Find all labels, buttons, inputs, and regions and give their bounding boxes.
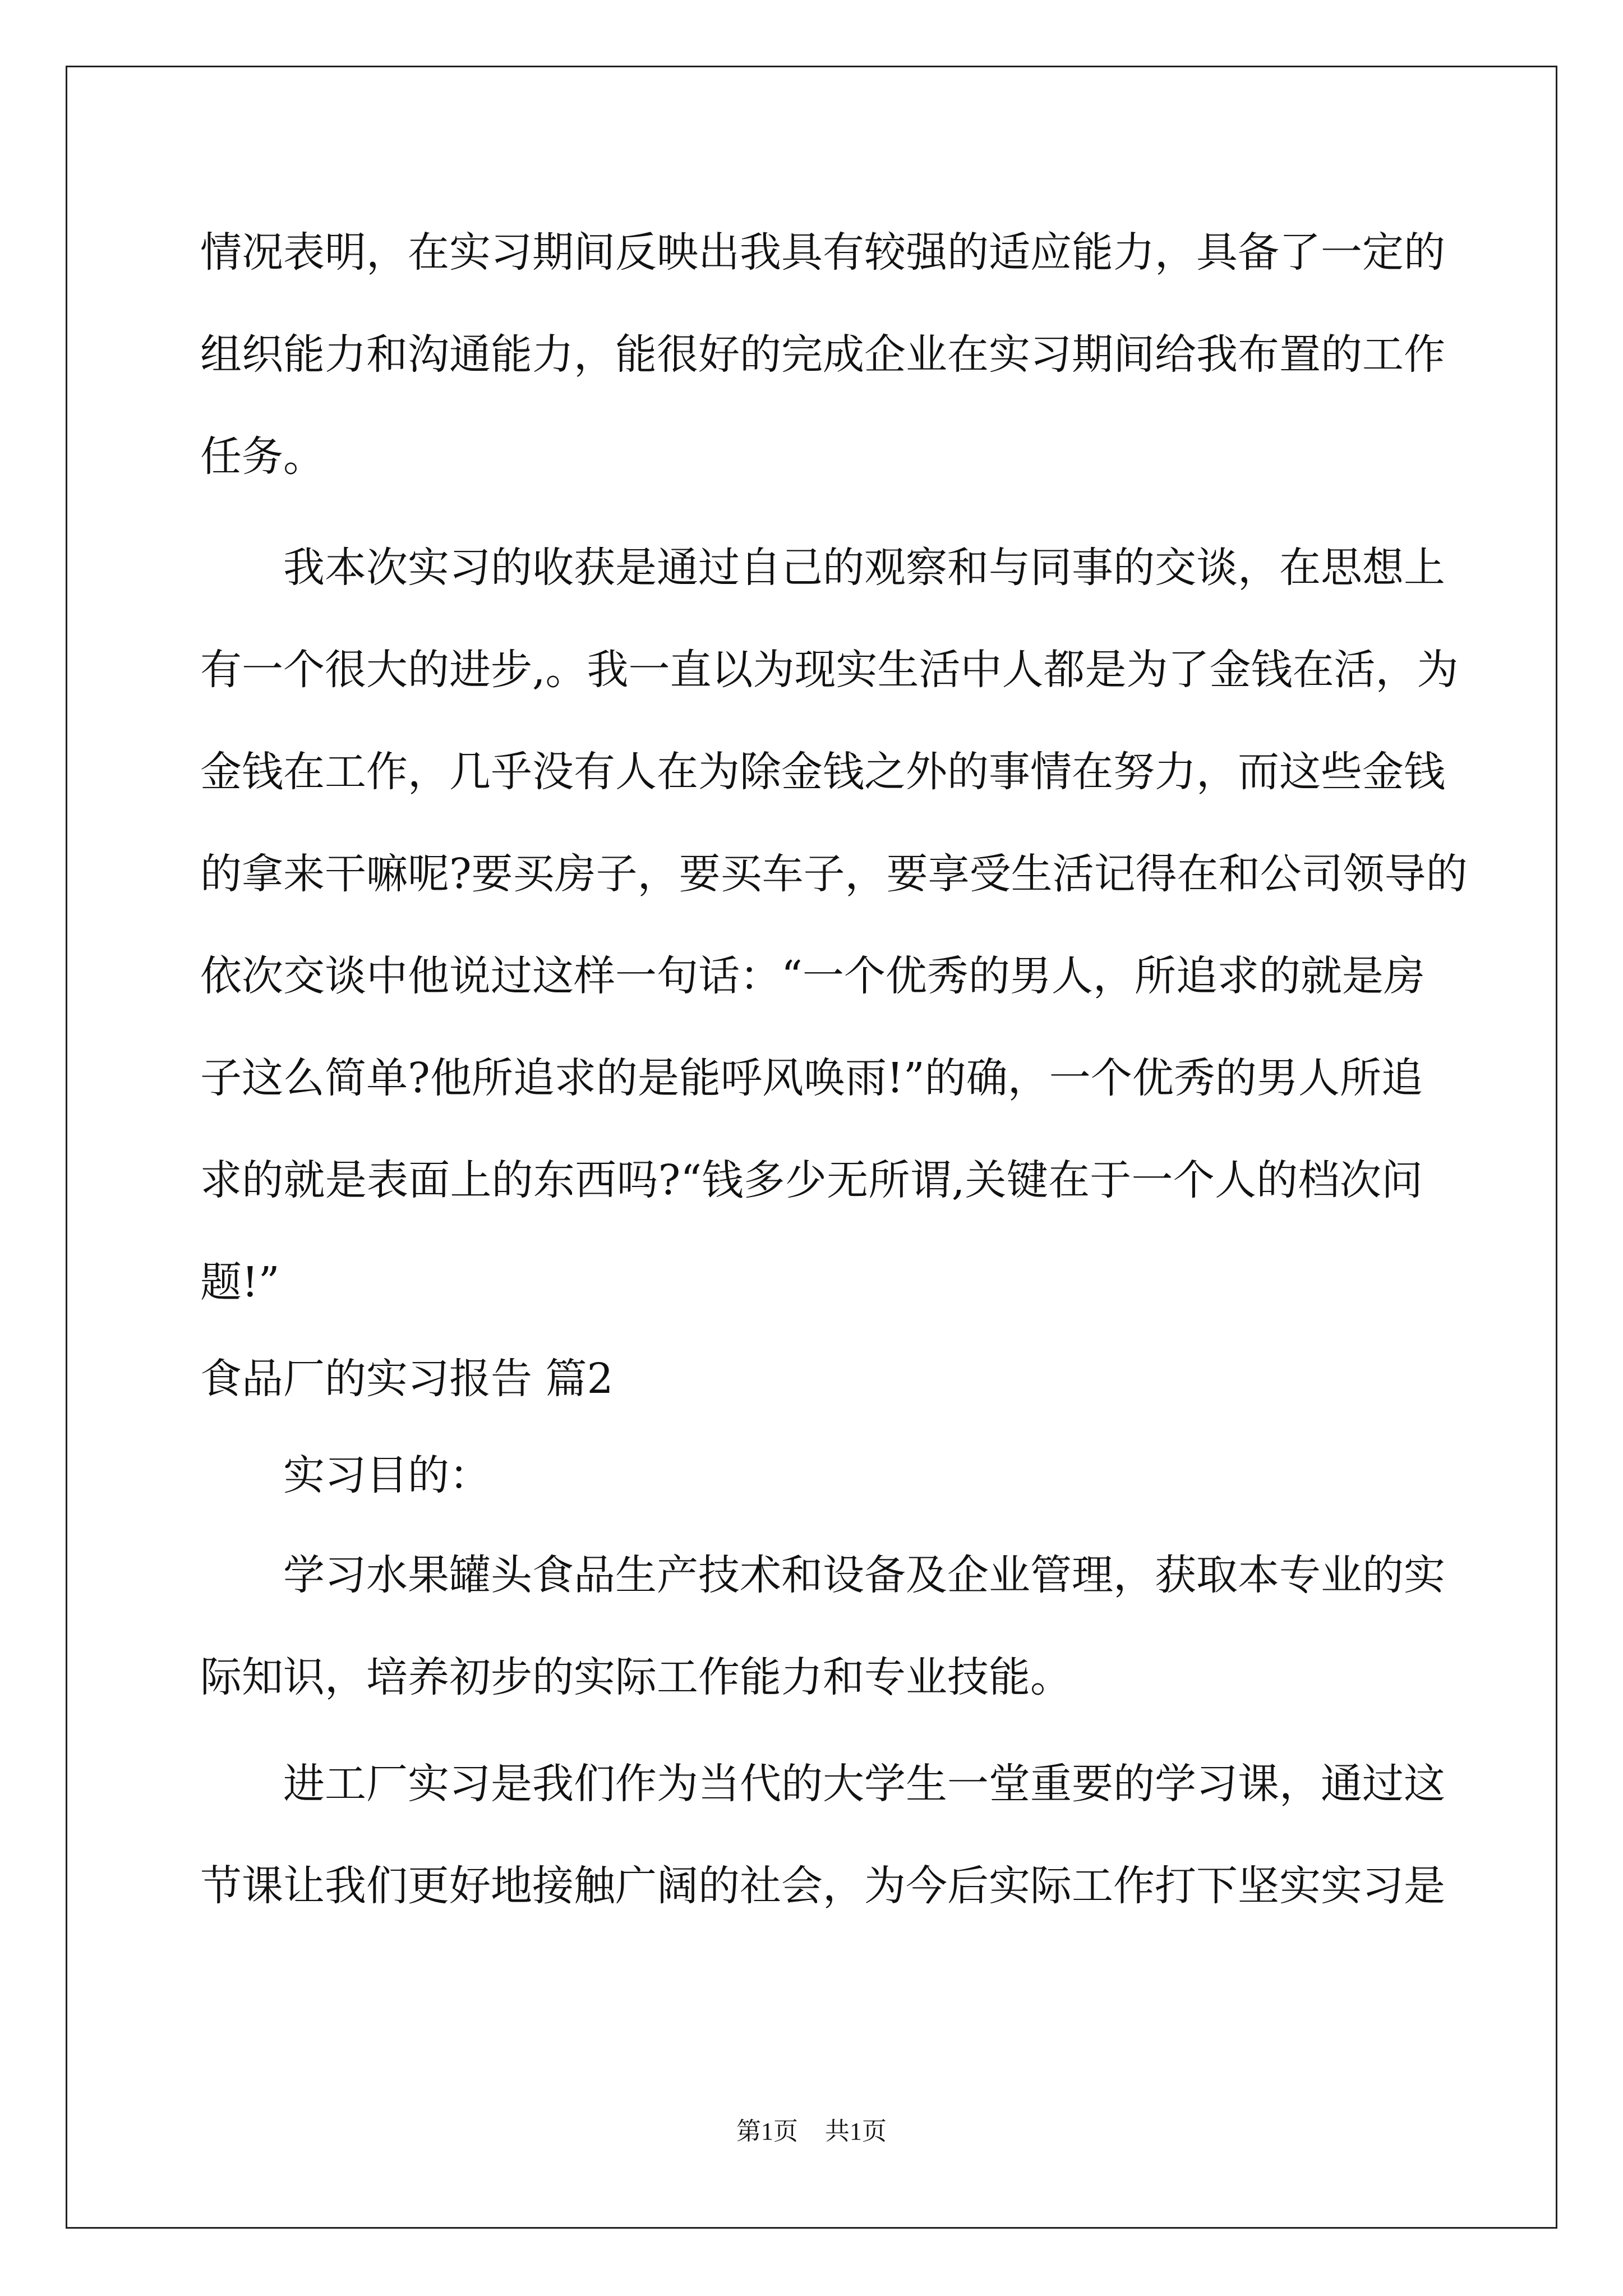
paragraph-line: 情况表明，在实习期间反映出我具有较强的适应能力，具备了一定的: [200, 228, 1445, 277]
paragraph-line: 我本次实习的收获是通过自己的观察和与同事的交谈，在思想上: [283, 544, 1445, 592]
paragraph-line: 学习水果罐头食品生产技术和设备及企业管理，获取本专业的实: [283, 1551, 1445, 1599]
paragraph-line: 金钱在工作，几乎没有人在为除金钱之外的事情在努力，而这些金钱: [200, 748, 1445, 796]
paragraph-line: 求的就是表面上的东西吗?“钱多少无所谓,关键在于一个人的档次问: [200, 1156, 1423, 1204]
paragraph-line: 节课让我们更好地接触广阔的社会，为今后实际工作打下坚实实习是: [200, 1862, 1445, 1910]
page-footer: [0, 2115, 1623, 2148]
paragraph-line: 题!”: [200, 1258, 280, 1306]
paragraph-line: 组织能力和沟通能力，能很好的完成企业在实习期间给我布置的工作: [200, 330, 1445, 379]
paragraph-line: 子这么简单?他所追求的是能呼风唤雨!”的确，一个优秀的男人所追: [200, 1054, 1423, 1102]
page-number: 第1页: [736, 2118, 798, 2145]
paragraph-line: 际知识，培养初步的实际工作能力和专业技能。: [200, 1653, 1072, 1701]
paragraph-line: 依次交谈中他说过这样一句话：“一个优秀的男人，所追求的就是房: [200, 952, 1425, 1000]
page-total: 共1页: [825, 2118, 887, 2145]
paragraph-line: 的拿来干嘛呢?要买房子，要买车子，要享受生活记得在和公司领导的: [200, 850, 1468, 898]
paragraph-line: 实习目的：: [283, 1451, 491, 1499]
paragraph-line: 进工厂实习是我们作为当代的大学生一堂重要的学习课，通过这: [283, 1760, 1445, 1808]
paragraph-line: 任务。: [200, 432, 325, 481]
paragraph-line: 有一个很大的进步,。我一直以为现实生活中人都是为了金钱在活，为: [200, 646, 1459, 694]
section-heading: 食品厂的实习报告 篇2: [200, 1355, 614, 1403]
